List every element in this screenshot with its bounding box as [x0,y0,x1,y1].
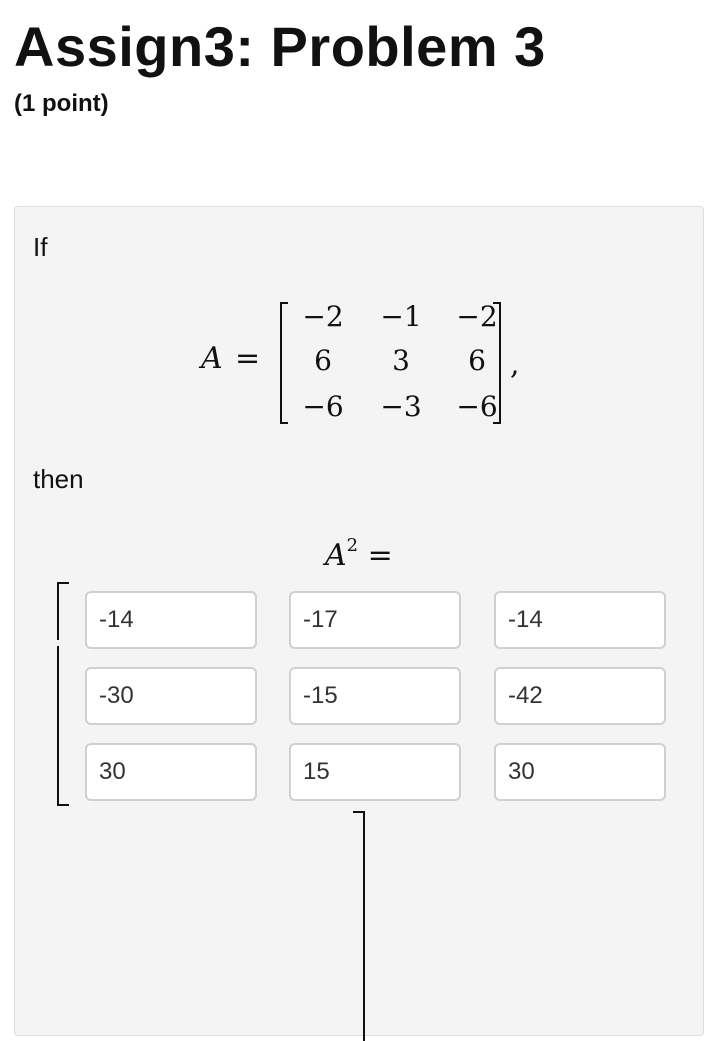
matrix-a-cell: 6 [314,344,332,377]
matrix-a-variable: A [201,341,223,376]
page-title: Assign3: Problem 3 [14,15,546,78]
answer-input-r3c3[interactable] [494,743,666,801]
a-squared-label [325,535,393,573]
bracket-segment [363,811,365,1041]
matrix-a-cell: −2 [456,300,498,333]
answer-matrix-left-bracket [57,582,69,806]
bracket-segment [57,582,59,640]
matrix-a-cell: −3 [380,390,422,423]
matrix-a-comma: , [510,347,520,382]
matrix-a-cell: −2 [302,300,344,333]
problem-box [14,206,704,1036]
matrix-a-cell: −6 [456,390,498,423]
answer-input-r3c2[interactable] [289,743,461,801]
answer-input-r2c3[interactable] [494,667,666,725]
matrix-a-cell: −1 [380,300,422,333]
matrix-a-cell: 3 [392,344,410,377]
matrix-a-cell: −6 [302,390,344,423]
matrix-a [201,299,541,427]
matrix-a-cell: 6 [468,344,486,377]
a-squared-variable: A [325,538,347,573]
matrix-a-left-bracket [280,302,288,424]
answer-input-r3c1[interactable] [85,743,257,801]
a-squared-exponent: 2 [346,535,359,556]
answer-input-r2c2[interactable] [289,667,461,725]
answer-input-r1c3[interactable] [494,591,666,649]
then-text: then [33,464,84,494]
matrix-a-right-bracket [493,302,501,424]
bracket-bottom-tick [57,804,69,806]
answer-input-r1c1[interactable] [85,591,257,649]
a-squared-equals: = [367,538,393,573]
bracket-segment [57,646,59,806]
point-value: (1 point) [14,90,109,117]
answer-input-r1c2[interactable] [289,591,461,649]
answer-matrix-right-bracket [353,811,365,1041]
matrix-a-equals: = [235,341,261,376]
answer-input-r2c1[interactable] [85,667,257,725]
if-text: If [33,232,48,262]
